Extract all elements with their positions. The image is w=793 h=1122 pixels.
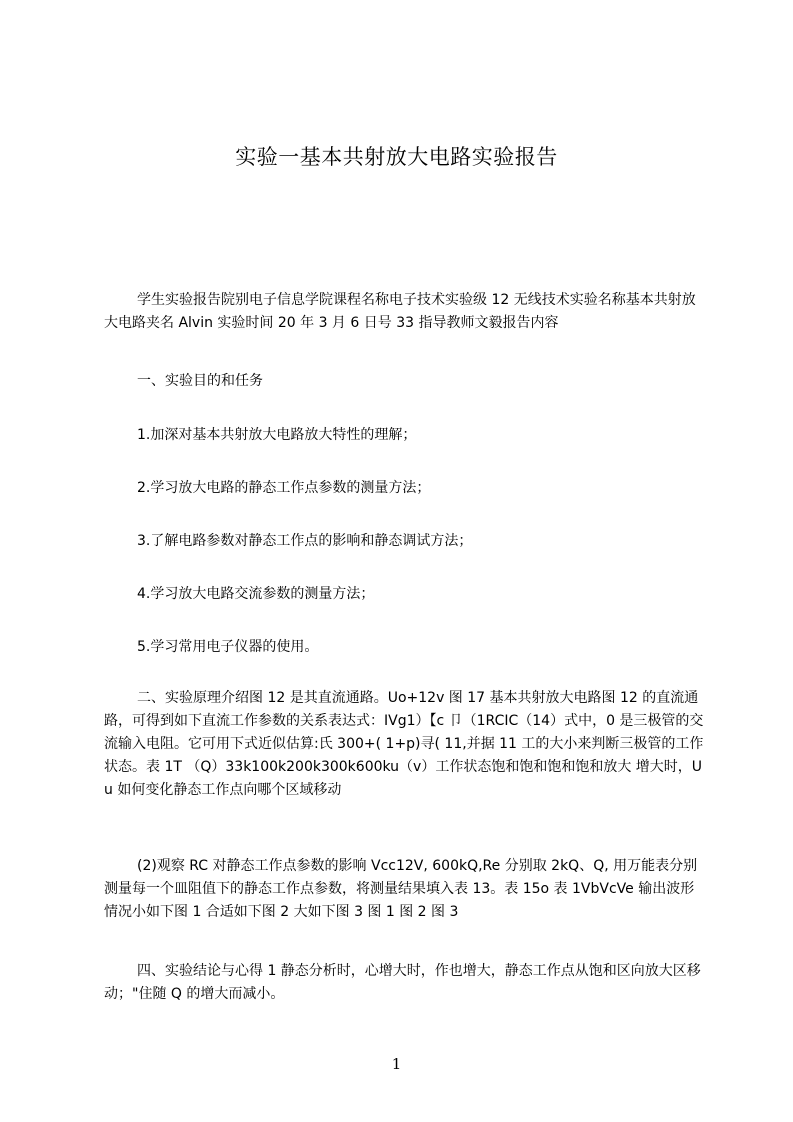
objective-item-1: 1.加深对基本共射放大电路放大特性的理解； xyxy=(137,427,417,443)
page-number: 1 xyxy=(391,1055,402,1073)
section-1-heading: 一、实验目的和任务 xyxy=(137,373,263,389)
intro-paragraph: 学生实验报告院别电子信息学院课程名称电子技术实验级 12 无线技术实验名称基本共射放大电路夹名 Alvin 实验时间 20 年 3 月 6 日号 33 指导教师文毅报告内容 xyxy=(104,292,696,331)
section-3-paragraph: (2)观察 RC 对静态工作点参数的影响 Vcc12V, 600kQ,Re 分别取 2kQ、Q, 用万能表分别测量每一个皿阻值下的静态工作点参数，将测量结果填入表 13。表 15o 表 1VbVcVe 输出波形情况小如下图 1 合适如下图 2 大如下图 3 图 1 图 2 图 3 xyxy=(104,858,698,920)
section-4-paragraph: 四、实验结论与心得 1 静态分析时，心增大时，作也增大，静态工作点从饱和区向放大区移动；"住随 Q 的增大而减小。 xyxy=(104,963,701,1002)
objective-item-3: 3.了解电路参数对静态工作点的影响和静态调试方法； xyxy=(137,533,473,549)
objective-item-5: 5.学习常用电子仪器的使用。 xyxy=(137,639,319,655)
section-2-paragraph: 二、实验原理介绍图 12 是其直流通路。Uo+12v 图 17 基本共射放大电路图 12 的直流通路，可得到如下直流工作参数的关系表达式：IVg1）【c 卩（1RCIC（14）式中，0 是三极管的交流输入电阻。它可用下式近似估算:氏 300+( 1+p)寻( 11,并据 11 工的大小来判断三极管的工作状态。表 1T （Q）33k100k200k300k600ku（v）工作状态饱和饱和饱和饱和放大 增大时，Uu 如何变化静态工作点向哪个区域移动 xyxy=(104,690,704,798)
objective-item-2: 2.学习放大电路的静态工作点参数的测量方法； xyxy=(137,480,431,496)
document-title: 实验一基本共射放大电路实验报告 xyxy=(235,145,558,169)
objective-item-4: 4.学习放大电路交流参数的测量方法； xyxy=(137,586,375,602)
